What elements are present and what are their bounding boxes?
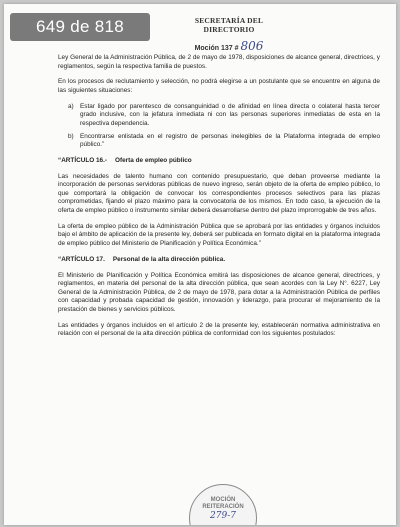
paragraph: Ley General de la Administración Pública, de 2 de mayo de 1978, disposiciones de alcance general, directrices, y reglamentos, según la respectiva familia de puestos. xyxy=(58,54,380,70)
list-item-text: Encontrarse enlistada en el registro de personas inelegibles de la Plataforma integrada de empleo público.” xyxy=(80,132,380,149)
paragraph: El Ministerio de Planificación y Política Económica emitirá las disposiciones de alcance general, directrices, y reglamentos, en materia del personal de la alta dirección pública, que sean acordes con la Ley N°. 6227, Ley General de la Administración Pública, de 2 de mayo de 1978, para dotar a la Administración Pública de perfiles con capacidad y probada capacidad de gestión, innovación y liderazgo, para procurar el mejoramiento de la prestación de bienes y servicios públicos. xyxy=(58,271,380,313)
list-item xyxy=(68,102,380,129)
folio-label: Moción 137 # xyxy=(194,45,239,52)
article-title: Personal de la alta dirección pública. xyxy=(112,255,226,263)
seal-number: 279-7 xyxy=(210,511,236,521)
paragraph: Las necesidades de talento humano con contenido presupuestario, que deban proveerse mediante la incorporación de personas servidoras públicas de nuevo ingreso, serán objeto de la oferta de empleo público, lo que comportará la obligación de convocar los correspondientes procesos selectivos para las plazas comprometidas, fijando el plazo máximo para la convocatoria de los mismos. En todo caso, la ejecución de la oferta de empleo público o instrumento similar deberá desarrollarse dentro del plazo improrrogable de tres años. xyxy=(58,172,380,215)
article-16-heading xyxy=(58,157,380,166)
stamp-office: SECRETARÍA DEL DIRECTORIO xyxy=(194,16,264,34)
list-marker: b) xyxy=(68,132,74,140)
list-marker: a) xyxy=(68,102,74,110)
document-page xyxy=(4,4,396,525)
folio-number: 806 xyxy=(240,39,264,53)
article-number: “ARTÍCULO 16.- xyxy=(58,156,107,164)
motion-seal-stamp xyxy=(189,484,257,525)
seal-line: REITERACIÓN xyxy=(202,504,244,510)
paragraph: En los procesos de reclutamiento y selección, no podrá elegirse a un postulante que se encuentre en alguna de las siguientes situaciones: xyxy=(58,78,380,94)
seal-line: MOCIÓN xyxy=(210,497,236,503)
page-indicator: 649 de 818 xyxy=(10,13,150,41)
list-item-text: Estar ligado por parentesco de consanguinidad o de afinidad en línea directa o colateral hasta tercer grado inclusive, con la jefatura inmediata ni con las personas superiores inmediatas de esta en la respectiva dependencia. xyxy=(80,102,380,127)
article-17-heading xyxy=(58,256,380,265)
paragraph: La oferta de empleo público de la Administración Pública que se aprobará por las entidades y órganos incluidos bajo el ámbito de aplicación de la presente ley, deberá ser publicada en formato digital en la plataforma integrada de empleo público del Ministerio de Planificación y Política Económica.” xyxy=(58,222,380,248)
article-title: Oferta de empleo público xyxy=(115,156,192,164)
stamp-folio xyxy=(174,39,284,53)
document-body xyxy=(58,54,380,346)
paragraph: Las entidades y órganos incluidos en el artículo 2 de la presente ley, establecerán normativa administrativa en relación con el personal de la alta dirección pública de conformidad con los siguientes postulados: xyxy=(58,321,380,338)
article-number: “ARTÍCULO 17. xyxy=(58,255,105,263)
secretariat-stamp xyxy=(174,16,284,53)
list-item xyxy=(68,132,380,150)
ineligibility-list xyxy=(58,103,380,150)
